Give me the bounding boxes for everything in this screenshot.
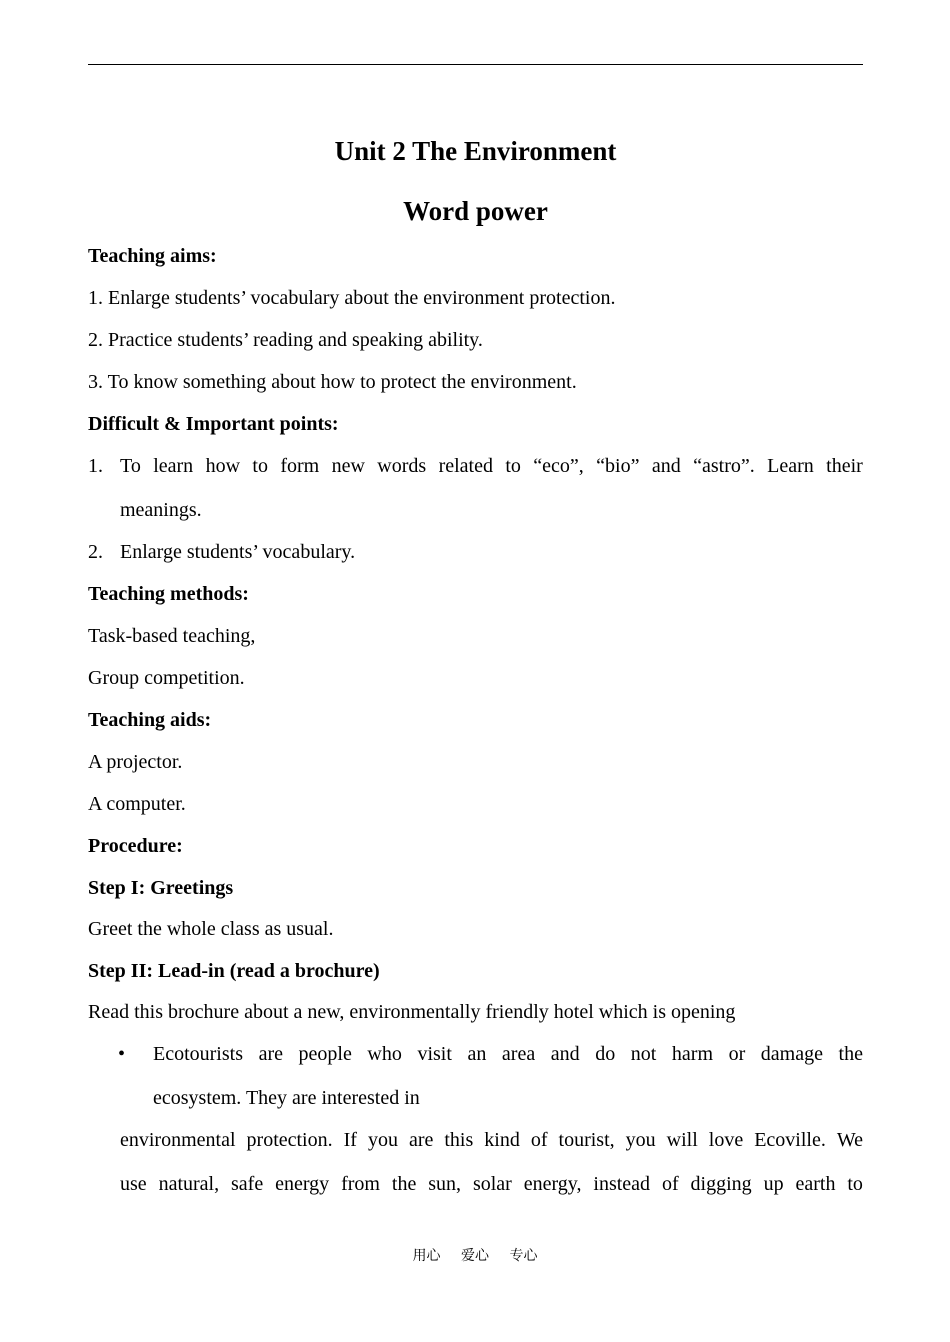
header-rule	[88, 64, 863, 65]
difficult-point-item-line: To learn how to form new words related to “eco”, “bio” and “astro”. Learn their	[120, 455, 863, 477]
difficult-point-item: Enlarge students’ vocabulary.	[120, 541, 356, 563]
teaching-aim-item: 1. Enlarge students’ vocabulary about the environment protection.	[88, 287, 616, 309]
procedure-heading: Procedure:	[88, 835, 183, 857]
footer-word: 爱心	[461, 1248, 489, 1264]
step2-heading: Step II: Lead-in (read a brochure)	[88, 960, 380, 982]
page-footer	[0, 1246, 950, 1266]
page-subtitle: Word power	[403, 196, 548, 226]
paragraph-line: use natural, safe energy from the sun, solar energy, instead of digging up earth to	[120, 1173, 863, 1195]
paragraph-line: environmental protection. If you are this kind of tourist, you will love Ecoville. We	[120, 1129, 863, 1151]
bullet-text-line: Ecotourists are people who visit an area and do not harm or damage the	[153, 1043, 863, 1065]
teaching-method-item: Task-based teaching,	[88, 625, 256, 647]
bullet-text-line: ecosystem. They are interested in	[153, 1087, 420, 1109]
footer-word: 用心	[412, 1248, 441, 1264]
teaching-methods-heading: Teaching methods:	[88, 583, 249, 605]
teaching-aids-heading: Teaching aids:	[88, 709, 212, 731]
step1-heading: Step I: Greetings	[88, 877, 234, 899]
step2-intro: Read this brochure about a new, environmentally friendly hotel which is opening	[88, 1001, 736, 1023]
teaching-aid-item: A computer.	[88, 793, 186, 815]
page-title: Unit 2 The Environment	[334, 136, 617, 166]
difficult-point-number: 2.	[88, 541, 103, 563]
step1-text: Greet the whole class as usual.	[88, 918, 334, 940]
teaching-method-item: Group competition.	[88, 667, 245, 689]
teaching-aim-item: 3. To know something about how to protect the environment.	[88, 371, 577, 393]
difficult-point-item-line: meanings.	[120, 499, 202, 521]
difficult-points-heading: Difficult & Important points:	[88, 413, 339, 435]
teaching-aim-item: 2. Practice students’ reading and speaking ability.	[88, 329, 483, 351]
footer-word: 专心	[509, 1248, 538, 1264]
teaching-aid-item: A projector.	[88, 751, 183, 773]
teaching-aims-heading: Teaching aims:	[88, 245, 217, 267]
difficult-point-number: 1.	[88, 455, 103, 477]
bullet-symbol: •	[118, 1043, 126, 1065]
